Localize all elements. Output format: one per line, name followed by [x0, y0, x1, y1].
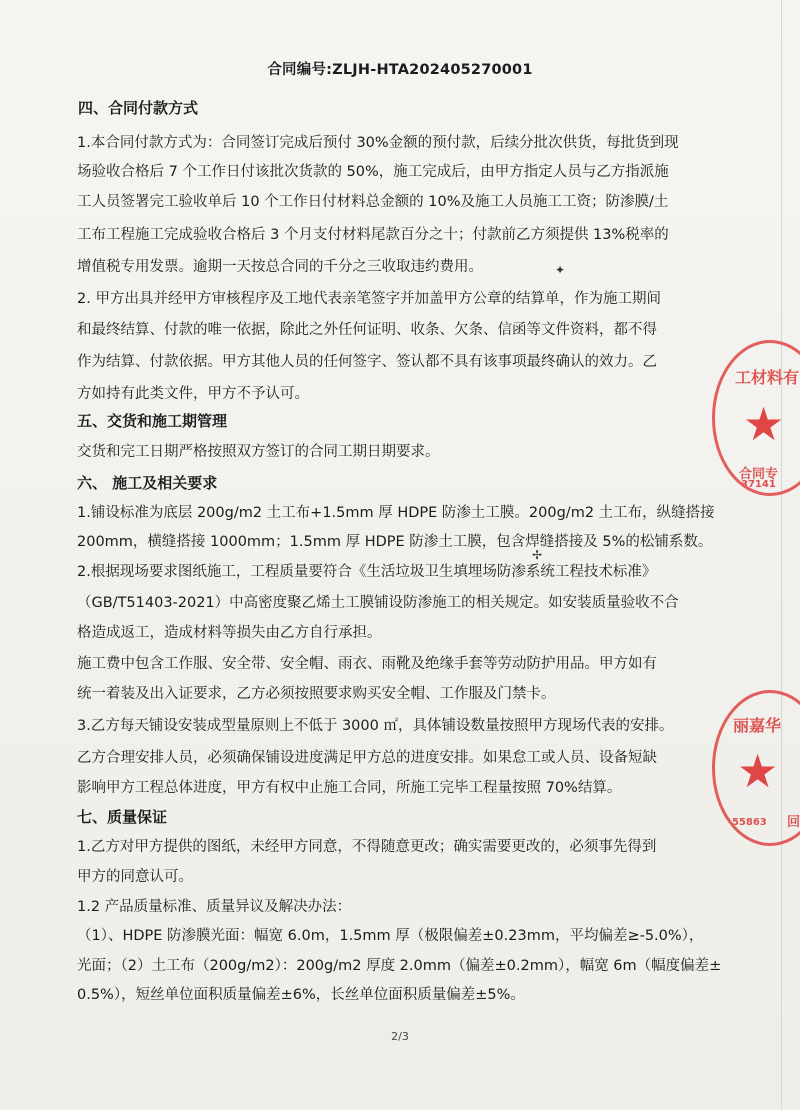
text-line: 1.乙方对甲方提供的图纸，未经甲方同意，不得随意更改；确实需要更改的，必须事先得到 [77, 839, 657, 855]
text-line: 工人员签署完工验收单后 10 个工作日付材料总金额的 10%及施工人员施工工资；防渗膜/土 [77, 194, 669, 210]
text-line: （GB/T51403-2021）中高密度聚乙烯土工膜铺设防渗施工的相关规定。如安装质量验收不合 [77, 595, 679, 611]
page-edge-line [781, 0, 782, 1110]
seal-star-icon: ★ [743, 397, 785, 451]
company-seal [712, 690, 800, 846]
text-line: 场验收合格后 7 个工作日付该批次货款的 50%，施工完成后，由甲方指定人员与乙方指派施 [77, 164, 669, 180]
text-line: 增值税专用发票。逾期一天按总合同的千分之三收取违约费用。 [77, 259, 483, 275]
text-line: 200mm，横缝搭接 1000mm；1.5mm 厚 HDPE 防渗土工膜，包含焊缝搭接及 5%的松铺系数。 [77, 534, 713, 550]
text-line: 格造成返工，造成材料等损失由乙方自行承担。 [77, 625, 382, 641]
text-line: 1.铺设标准为底层 200g/m2 土工布+1.5mm 厚 HDPE 防渗土工膜。200g/m2 土工布，纵缝搭接 [77, 505, 715, 521]
text-line: 乙方合理安排人员，必须确保铺设进度满足甲方总的进度安排。如果怠工或人员、设备短缺 [77, 750, 657, 766]
text-line: 3.乙方每天铺设安装成型量原则上不低于 3000 ㎡，具体铺设数量按照甲方现场代表的安排。 [77, 718, 674, 734]
seal-star-icon: ★ [737, 744, 779, 798]
section-heading-quality: 七、质量保证 [77, 808, 168, 826]
seal-code: 155863 [725, 817, 767, 828]
text-line: 1.本合同付款方式为：合同签订完成后预付 30%金额的预付款，后续分批次供货，每批货到现 [77, 135, 679, 151]
text-line: 和最终结算、付款的唯一依据，除此之外任何证明、收条、欠条、信函等文件资料，都不得 [77, 322, 657, 338]
pen-mark: ✢ [532, 548, 543, 562]
text-line: 影响甲方工程总体进度，甲方有权中止施工合同，所施工完毕工程量按照 70%结算。 [77, 780, 622, 796]
page-number: 2/3 [391, 1030, 409, 1043]
section-heading-delivery: 五、交货和施工期管理 [77, 412, 228, 430]
text-line: 甲方的同意认可。 [77, 869, 193, 885]
pen-mark: ✦ [555, 263, 566, 277]
seal-code: 37141 [741, 479, 776, 490]
text-line: （1）、HDPE 防渗膜光面：幅宽 6.0m，1.5mm 厚（极限偏差±0.23mm，平均偏差≥-5.0%）， [77, 928, 704, 944]
section-heading-construction: 六、 施工及相关要求 [77, 474, 218, 492]
text-line: 2.根据现场要求图纸施工，工程质量要符合《生活垃圾卫生填埋场防渗系统工程技术标准》 [77, 564, 657, 580]
seal-text: 丽嘉华 [733, 716, 782, 735]
seal-text: 合同专 [739, 467, 779, 482]
text-line: 工布工程施工完成验收合格后 3 个月支付材料尾款百分之十；付款前乙方须提供 13%税率的 [77, 227, 669, 243]
text-line: 作为结算、付款依据。甲方其他人员的任何签字、签认都不具有该事项最终确认的效力。乙 [77, 354, 657, 370]
text-line: 0.5%），短丝单位面积质量偏差±6%，长丝单位面积质量偏差±5%。 [77, 987, 525, 1003]
company-seal [712, 340, 800, 496]
text-line: 施工费中包含工作服、安全带、安全帽、雨衣、雨靴及绝缘手套等劳动防护用品。甲方如有 [77, 656, 657, 672]
text-line: 2. 甲方出具并经甲方审核程序及工地代表亲笔签字并加盖甲方公章的结算单，作为施工期间 [77, 291, 661, 307]
text-line: 光面；（2）土工布（200g/m2）：200g/m2 厚度 2.0mm（偏差±0.2mm），幅宽 6m（幅度偏差± [77, 958, 722, 974]
text-line: 方如持有此类文件，甲方不予认可。 [77, 386, 309, 402]
text-line: 交货和完工日期严格按照双方签订的合同工期日期要求。 [77, 444, 440, 460]
text-line: 1.2 产品质量标准、质量异议及解决办法： [77, 899, 352, 915]
seal-text: 工材料有 [735, 368, 800, 387]
contract-number: 合同编号:ZLJH-HTA202405270001 [267, 62, 533, 78]
seal-text: 回 [787, 815, 800, 830]
text-line: 统一着装及出入证要求，乙方必须按照要求购买安全帽、工作服及门禁卡。 [77, 686, 556, 702]
section-heading-payment: 四、合同付款方式 [78, 99, 199, 117]
